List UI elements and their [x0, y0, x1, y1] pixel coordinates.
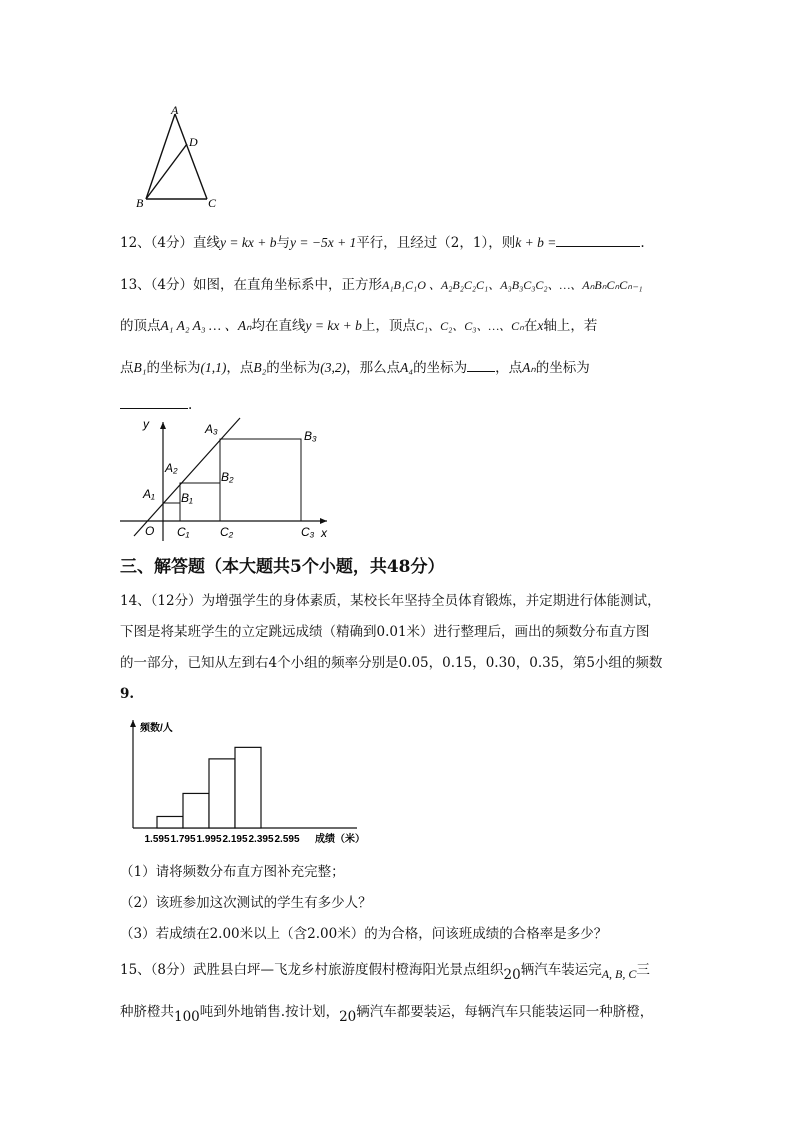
histogram-tick-label: 1.995: [196, 834, 222, 845]
histogram-tick-label: 2.395: [248, 834, 274, 845]
histogram-tick-label: 2.595: [274, 834, 300, 845]
question-14-sub-1: （1）请将频数分布直方图补充完整；: [120, 864, 345, 880]
a3-label: A₃: [205, 422, 218, 436]
question-15-line-2: 种脐橙共100吨到外地销售.按计划，20辆汽车都要装运，每辆汽车只能装运同一种脐橙，: [120, 1004, 654, 1025]
question-13-line-1: 13、（4分）如图，在直角坐标系中，正方形A₁B₁C₁O 、A₂B₂C₂C₁、A₃B₃C₃C₂、…、AₙBₙCₙCₙ₋₁: [120, 277, 643, 293]
question-13-line-4: .: [120, 394, 192, 415]
question-12: 12、（4分）直线y = kx + b与y = −5x + 1平行，且经过（2，1），则k + b = .: [120, 232, 645, 253]
histogram-tick-label: 2.195: [222, 834, 248, 845]
axis-y-label: y: [143, 417, 149, 431]
question-14-sub-3: （3）若成绩在2.00米以上（含2.00米）的为合格，问该班成绩的合格率是多少？: [120, 926, 608, 942]
answer-blank-a4: [467, 357, 495, 372]
c2-label: C₂: [220, 525, 234, 539]
a1-label: A₁: [143, 487, 155, 501]
histogram-bar: [235, 747, 261, 828]
histogram-bar: [157, 816, 183, 828]
section-3-title: 三、解答题（本大题共5个小题，共48分）: [120, 557, 445, 577]
a2-label: A₂: [165, 461, 178, 475]
b2-label: B₂: [221, 470, 234, 484]
histogram-bar: [209, 759, 235, 828]
triangle-figure: [130, 104, 230, 212]
vertex-c-label: C: [208, 196, 217, 210]
c1-label: C₁: [177, 525, 190, 539]
question-13-line-2: 的顶点A₁ A₂ A₃ … 、Aₙ均在直线y = kx + b上，顶点C₁、C₂、C₃、…、Cₙ在x轴上，若: [120, 318, 598, 334]
question-14-sub-2: （2）该班参加这次测试的学生有多少人？: [120, 895, 372, 911]
question-13-line-3: 点B₁的坐标为(1,1)，点B₂的坐标为(3,2)，那么点A₄的坐标为 ，点Aₙ的坐标为: [120, 357, 590, 378]
answer-blank: [556, 232, 640, 247]
histogram-xlabel: 成绩（米）: [315, 834, 365, 845]
b1-label: B₁: [181, 491, 193, 505]
question-14-line-4: 9.: [120, 686, 135, 702]
origin-label: O: [145, 524, 155, 538]
histogram-tick-label: 1.795: [170, 834, 196, 845]
c3-label: C₃: [301, 525, 315, 539]
question-14-line-3: 的一部分，已知从左到右4个小组的频率分别是0.05，0.15，0.30，0.35，第5小组的频数: [120, 655, 663, 671]
histogram-bar: [183, 793, 209, 828]
histogram-tick-label: 1.595: [144, 834, 170, 845]
question-14-line-1: 14、（12分）为增强学生的身体素质，某校长年坚持全员体育锻炼，并定期进行体能测试，: [120, 593, 661, 609]
question-14-line-2: 下图是将某班学生的立定跳远成绩（精确到0.01米）进行整理后，画出的频数分布直方图: [120, 624, 650, 640]
vertex-d-label: D: [189, 135, 198, 149]
histogram-ylabel: 频数/人: [140, 723, 173, 734]
b3-label: B₃: [304, 429, 317, 443]
axis-x-label: x: [321, 526, 327, 540]
vertex-a-label: A: [171, 104, 179, 117]
answer-blank-an: [120, 394, 188, 409]
histogram-chart: [125, 716, 370, 846]
coordinate-figure: [115, 414, 340, 544]
vertex-b-label: B: [136, 196, 144, 210]
question-15-line-1: 15、（8分）武胜县白坪—飞龙乡村旅游度假村橙海阳光景点组织20辆汽车装运完A, B, C三: [120, 962, 650, 983]
